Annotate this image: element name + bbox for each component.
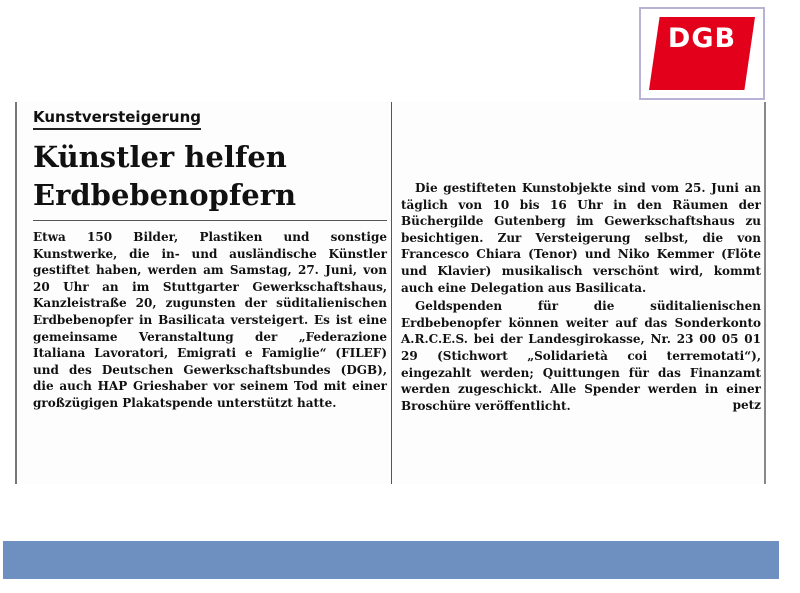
headline-line-1: Künstler helfen: [33, 140, 287, 174]
article-right-column: [401, 180, 761, 412]
article-paragraph-left: Etwa 150 Bilder, Plastiken und sonstige Kunstwerke, die in- und ausländische Künstler gestiftet haben, werden am Samstag, 27. Juni, von 20 Uhr an im Stuttgarter Gewerkschaftshaus, Kanzleistraße 20, zugunsten der süditalienischen Erdbebenopfer in Basilicata versteigert. Es ist eine gemeinsame Veranstaltung der „Federazione Italiana Lavoratori, Emigrati e Famiglie“ (FILEF) und des Deutschen Gewerkschaftsbundes (DGB), die auch HAP Grieshaber vor seinem Tod mit einer großzügigen Plakatspende unterstützt hatte.: [33, 230, 387, 410]
article-kicker: Kunstversteigerung: [33, 108, 201, 130]
dgb-logo-text: DGB: [667, 23, 737, 54]
footer-bar: [3, 541, 779, 579]
column-divider: [391, 102, 392, 484]
headline-line-2: Erdbebenopfern: [33, 178, 297, 212]
article-signature: petz: [732, 398, 761, 413]
article-paragraph-right-1: Die gestifteten Kunstobjekte sind vom 25. Juni an täglich von 10 bis 16 Uhr in den Räumen der Büchergilde Gutenberg im Gewerkschaftshaus zu besichtigen. Zur Versteigerung selbst, die von Francesco Chiara (Tenor) und Niko Kemmer (Flöte und Klavier) musikalisch verschönt wird, kommt auch eine Delegation aus Basilicata.: [401, 181, 761, 295]
dgb-logo: [639, 7, 765, 100]
article-headline: [33, 138, 387, 214]
headline-rule: [33, 220, 387, 221]
article-paragraph-right-2: Geldspenden für die süditalienischen Erdbebenopfer können weiter auf das Sonderkonto A.R.C.E.S. bei der Landesgirokasse, Nr. 23 00 05 01 29 (Stichwort „Solidarietà coi terremotati“), eingezahlt werden; Quittungen für das Finanzamt werden zugeschickt. Alle Spender werden in einer Broschüre veröffentlicht.: [401, 299, 761, 413]
newspaper-clipping: [15, 102, 766, 484]
article-left-column: [33, 107, 387, 412]
